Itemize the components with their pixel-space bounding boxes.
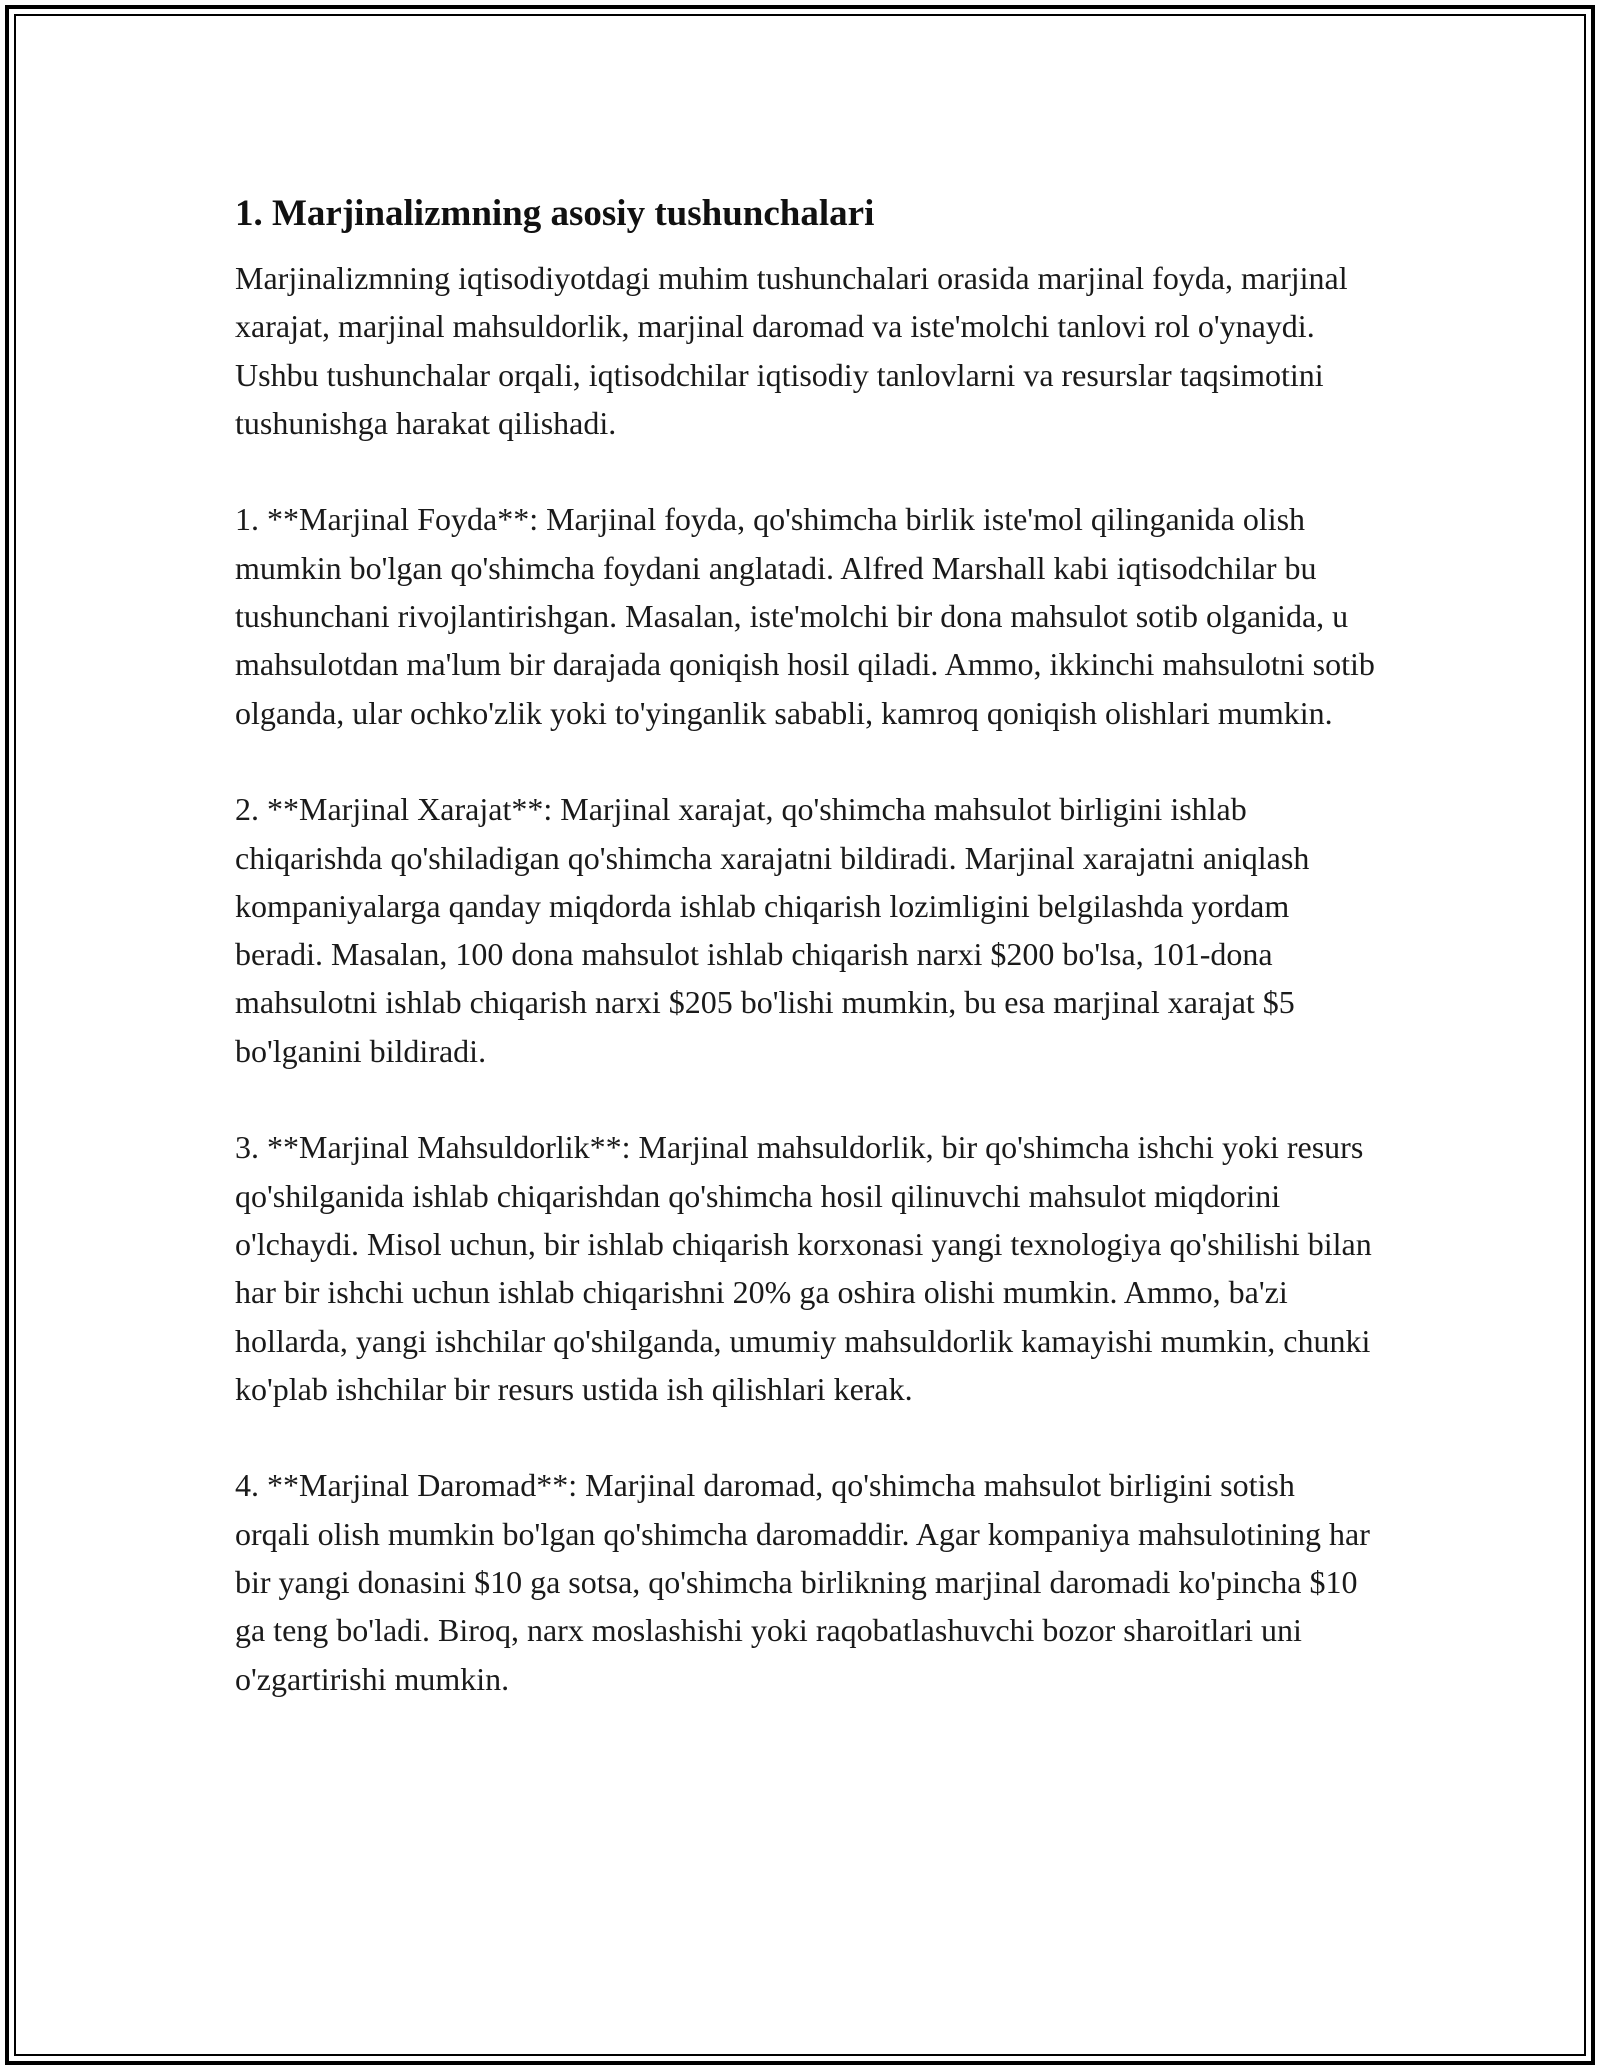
paragraph-marginal-benefit: 1. **Marjinal Foyda**: Marjinal foyda, qo'shimcha birlik iste'mol qilinganida olish mumkin bo'lgan qo'shimcha foydani anglatadi. Alfred Marshall kabi iqtisodchilar bu tushunchani rivojlantirishgan. Masalan, iste'molchi bir dona mahsulot sotib olganida, u mahsulotdan ma'lum bir darajada qoniqish hosil qiladi. Ammo, ikkinchi mahsulotni sotib olganda, ular ochko'zlik yoki to'yinganlik sababli, kamroq qoniqish olishlari mumkin. (235, 501, 1375, 731)
paragraph-marginal-productivity: 3. **Marjinal Mahsuldorlik**: Marjinal mahsuldorlik, bir qo'shimcha ishchi yoki resurs qo'shilganida ishlab chiqarishdan qo'shimcha hosil qilinuvchi mahsulot miqdorini o'lchaydi. Misol uchun, bir ishlab chiqarish korxonasi yangi texnologiya qo'shilishi bilan har bir ishchi uchun ishlab chiqarishni 20% ga oshira olishi mumkin. Ammo, ba'zi hollarda, yangi ishchilar qo'shilganda, umumiy mahsuldorlik kamayishi mumkin, chunki ko'plab ishchilar bir resurs ustida ish qilishlari kerak. (235, 1129, 1372, 1407)
intro-paragraph: Marjinalizmning iqtisodiyotdagi muhim tushunchalari orasida marjinal foyda, marjinal xarajat, marjinal mahsuldorlik, marjinal daromad va iste'molchi tanlovi rol o'ynaydi. Ushbu tushunchalar orqali, iqtisodchilar iqtisodiy tanlovlarni va resurslar taqsimotini tushunishga harakat qilishadi. (235, 260, 1348, 441)
paragraph-marginal-cost: 2. **Marjinal Xarajat**: Marjinal xarajat, qo'shimcha mahsulot birligini ishlab chiqarishda qo'shiladigan qo'shimcha xarajatni bildiradi. Marjinal xarajatni aniqlash kompaniyalarga qanday miqdorda ishlab chiqarish lozimligini belgilashda yordam beradi. Masalan, 100 dona mahsulot ishlab chiqarish narxi $200 bo'lsa, 101-dona mahsulotni ishlab chiqarish narxi $205 bo'lishi mumkin, bu esa marjinal xarajat $5 bo'lganini bildiradi. (235, 791, 1310, 1069)
section-title: 1. Marjinalizmning asosiy tushunchalari (235, 193, 875, 234)
document-body (235, 186, 1375, 1703)
paragraph-marginal-revenue: 4. **Marjinal Daromad**: Marjinal daromad, qo'shimcha mahsulot birligini sotish orqali olish mumkin bo'lgan qo'shimcha daromaddir. Agar kompaniya mahsulotining har bir yangi donasini $10 ga sotsa, qo'shimcha birlikning marjinal daromadi ko'pincha $10 ga teng bo'ladi. Biroq, narx moslashishi yoki raqobatlashuvchi bozor sharoitlari uni o'zgartirishi mumkin. (235, 1467, 1370, 1697)
